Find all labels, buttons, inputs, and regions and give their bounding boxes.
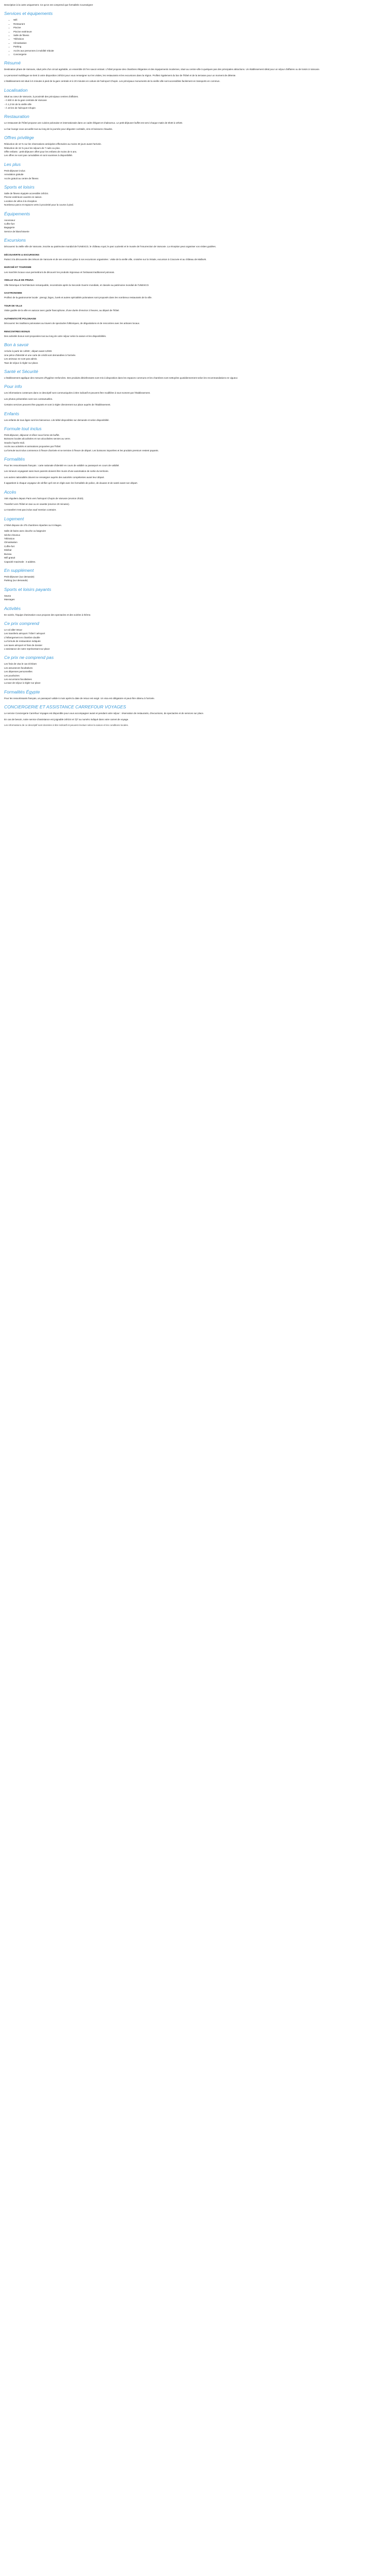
- supplement-line: Parking (sur demande): [4, 579, 28, 582]
- pour-info-title: Pour info: [4, 384, 22, 389]
- pour-info-paragraph: Les informations contenues dans ce descriptif sont communiquées à titre indicatif et peuvent être modifiées à tout moment par l'établissement.: [4, 392, 151, 395]
- compris-line: L'hébergement en chambre double: [4, 636, 40, 639]
- localisation-line: Situé au cœur de Varsovie, à proximité des principaux centres d'affaires.: [4, 95, 79, 98]
- bon-a-savoir-title: Bon à savoir: [4, 342, 29, 348]
- offres-line: Réduction de 10 % sur les réservations anticipées effectuées au moins 30 jours avant l'arrivée.: [4, 143, 102, 146]
- list-item: • Restaurant: [13, 22, 387, 26]
- prix-line: Accès gratuit au centre de fitness: [4, 177, 39, 180]
- section-text: Découvrez les traditions polonaises au travers de spectacles folkloriques, de dégustations et de rencontres avec les artisans locaux.: [4, 322, 140, 325]
- non-compris-line: Les assurances facultatives: [4, 666, 33, 669]
- formalites-paragraph: Il appartient à chaque voyageur de vérifier qu'il est en règle avec les formalités de police, de douane et de santé avant son départ.: [4, 482, 138, 485]
- list-item: • Accès aux personnes à mobilité réduite: [13, 49, 387, 53]
- prix-line: Petit-déjeuner inclus: [4, 169, 25, 172]
- section-heading: MARCHÉ ET TOURISME: [4, 266, 31, 269]
- section-text: Profitez de la gastronomie locale : pierogi, bigos, żurek et autres spécialités polonaises sont proposés dans les nombreux restaurants de la ville.: [4, 296, 152, 299]
- localisation-title: Localisation: [4, 87, 28, 93]
- localisation-line: - À 500 m de la gare centrale de Varsovie: [4, 99, 47, 102]
- logement-line: Télévision: [4, 537, 15, 540]
- intro-text: Description à la carte uniquement. Ce qu'on est comprend que formalités Counseigner: [4, 4, 93, 6]
- offres-line: Offre enfants : petit-déjeuner offert pour les enfants de moins de 6 ans.: [4, 150, 77, 153]
- compris-line: L'assistance de notre représentant sur place: [4, 647, 50, 650]
- section-text: Ville historique à l'architecture remarquable, reconstruite après la Seconde Guerre mondiale, et classée au patrimoine mondial de l'UNESCO.: [4, 283, 150, 286]
- restauration-paragraph: Le bar lounge vous accueille tout au long de la journée pour déguster cocktails, vins et boissons chaudes.: [4, 127, 113, 130]
- pour-info-paragraph: Les photos présentées sont non contractuelles.: [4, 397, 53, 400]
- bon-a-savoir-line: Les animaux ne sont pas admis.: [4, 358, 38, 361]
- bon-a-savoir-line: Arrivée à partir de 14h00 ; départ avant 12h00.: [4, 350, 53, 353]
- formalites-egypte-title: Formalités Égypte: [4, 689, 40, 694]
- non-compris-line: Les excursions facultatives: [4, 678, 32, 681]
- prix-line: Annulation gratuite: [4, 173, 24, 176]
- logement-paragraph: Capacité maximale : 3 adultes.: [4, 560, 36, 563]
- non-compris-title: Ce prix ne comprend pas: [4, 655, 54, 660]
- formule-title: Formule tout inclus: [4, 426, 42, 431]
- formule-paragraph: La formule tout inclus commence à l'heure d'arrivée et se termine à l'heure de départ. Les boissons importées et les produits premium restent payants.: [4, 449, 159, 452]
- compris-title: Ce prix comprend: [4, 620, 39, 626]
- sports-payants-line: Massages: [4, 598, 15, 601]
- equipements-line: Coffre-fort: [4, 223, 15, 225]
- section-heading: GASTRONOMIE: [4, 292, 22, 295]
- formalites-paragraph: Pour les ressortissants français : carte nationale d'identité en cours de validité ou passeport en cours de validité.: [4, 464, 120, 467]
- services-list: [4, 18, 387, 56]
- logement-line: Minibar: [4, 549, 12, 552]
- restauration-title: Restauration: [4, 114, 29, 120]
- sports-line: Location de vélos à la réception.: [4, 199, 38, 202]
- offres-line: Les offres ne sont pas cumulables et sont soumises à disponibilité.: [4, 154, 73, 157]
- resume-paragraph: Destination phare de Varsovie, situé près d'un circuit agréable, un ensemble 20 l'en savoir entrant. L'hôtel propose des chambres élégantes et des équipements modernes, situé au centre-ville à quelques pas des principales attractions. Un établissement idéal pour un séjour d'affaires ou de loisirs à Varsovie.: [4, 68, 320, 71]
- list-item: • Piscine: [13, 26, 387, 29]
- conciergerie-title: CONCIERGERIE ET ASSISTANCE CARREFOUR VOYAGES: [4, 704, 126, 710]
- activites-title: Activités: [4, 605, 21, 611]
- excursions-title: Excursions: [4, 238, 26, 243]
- formalites-paragraph: Les autres nationalités doivent se renseigner auprès des autorités compétentes avant leur départ.: [4, 476, 105, 479]
- formalites-paragraph: Les mineurs voyageant sans leurs parents doivent être munis d'une autorisation de sortie du territoire.: [4, 470, 109, 473]
- bon-a-savoir-line: Taxe de séjour à régler sur place.: [4, 361, 39, 364]
- sante-text: L'établissement applique des mesures d'hygiène renforcées. Des produits désinfectants sont mis à disposition dans les espaces communs et les chambres sont nettoyées quotidiennement selon les recommandations en vigueur.: [4, 376, 238, 379]
- section-text: Des activités bonus sont proposées tout au long de votre séjour selon la saison et les disponibilités.: [4, 334, 107, 337]
- section-heading: AUTHENTICITÉ POLONAISE: [4, 317, 37, 320]
- bon-a-savoir-line: Une pièce d'identité et une carte de crédit sont demandées à l'arrivée.: [4, 353, 76, 357]
- compris-line: Les taxes aéroport et frais de dossier: [4, 643, 43, 647]
- conciergerie-paragraph: Les informations de ce descriptif sont données à titre indicatif et peuvent évoluer selon la saison et les conditions locales.: [4, 724, 129, 727]
- logement-paragraph: L'hôtel dispose de 475 chambres réparties sur 8 étages.: [4, 523, 62, 527]
- acces-paragraph: Transfert vers l'hôtel en taxi ou en navette (environ 20 minutes).: [4, 503, 70, 506]
- formalites-egypte-text: Pour les ressortissants français, un passeport valide 6 mois après la date de retour est exigé. Un visa est obligatoire et peut être obtenu à l'arrivée.: [4, 697, 155, 700]
- equipements-title: Équipements: [4, 211, 30, 216]
- compris-line: La formule de restauration indiquée: [4, 640, 41, 643]
- section-text: Les marchés locaux vous permettront de découvrir les produits régionaux et l'artisanat traditionnel polonais.: [4, 270, 115, 274]
- list-item: • Climatisation: [13, 41, 387, 45]
- section-heading: DÉCOUVERTE & EXCURSIONS: [4, 253, 40, 256]
- compris-line: Le vol aller-retour: [4, 628, 23, 631]
- activites-text: En soirée, l'équipe d'animation vous propose des spectacles et des soirées à thème.: [4, 613, 91, 616]
- equipements-line: Bagagerie: [4, 226, 15, 229]
- section-text: Visite guidée de la ville en autocar avec guide francophone, d'une durée d'environ 3 heures, au départ de l'hôtel.: [4, 309, 120, 312]
- offres-line: Réduction de 15 % pour les séjours de 7 nuits ou plus.: [4, 146, 60, 149]
- supplement-title: En supplément: [4, 567, 34, 573]
- logement-line: Climatisation: [4, 541, 18, 544]
- logement-line: Wifi gratuit: [4, 556, 15, 560]
- localisation-line: - À 10 km de l'aéroport Chopin: [4, 106, 36, 109]
- equipements-line: Ascenseur: [4, 218, 15, 222]
- non-compris-line: Les dépenses personnelles: [4, 670, 32, 673]
- sports-line: Salle de fitness équipée accessible 24h/24.: [4, 192, 49, 195]
- list-item: • Piscine extérieure: [13, 30, 387, 33]
- non-compris-line: La taxe de séjour à régler sur place: [4, 682, 41, 685]
- compris-line: Les transferts aéroport / hôtel / aéroport: [4, 632, 45, 635]
- pour-info-paragraph: Certains services peuvent être payants et sont à régler directement sur place auprès de l'établissement.: [4, 403, 111, 406]
- list-item: • Wifi: [13, 18, 387, 22]
- resume-title: Résumé: [4, 60, 21, 66]
- logement-line: Sèche-cheveux: [4, 533, 21, 536]
- conciergerie-paragraph: Le service Conciergerie Carrefour Voyages est disponible pour vous accompagner avant et pendant votre séjour : réservation de restaurants, d'excursions, de spectacles et de services sur place.: [4, 712, 204, 715]
- excursions-paragraph: Découvrez la vieille ville de Varsovie, inscrite au patrimoine mondial de l'UNESCO, le château royal, le parc Łazienki et le musée de l'Insurrection de Varsovie. La réception peut organiser vos visites guidées.: [4, 245, 217, 248]
- logement-line: Coffre-fort: [4, 545, 15, 548]
- section-heading: RENCONTRES BONUS: [4, 330, 30, 333]
- enfants-text: Les enfants de tous âges sont les bienvenus. Lits bébé disponibles sur demande et selon disponibilité.: [4, 418, 109, 421]
- localisation-line: - À 1,2 km de la vieille ville: [4, 103, 32, 106]
- non-compris-line: Les frais de visa le cas échéant: [4, 663, 37, 666]
- equipements-line: Service de blanchisserie: [4, 230, 29, 233]
- formule-line: Accès aux activités et animations proposées par l'hôtel.: [4, 445, 61, 448]
- section-heading: TOUR DE VILLE: [4, 304, 22, 307]
- sports-line: Nombreux parcs et espaces verts à proximité pour la course à pied.: [4, 204, 74, 207]
- formule-line: Boissons locales alcoolisées et non alcoolisées servies au verre.: [4, 437, 71, 440]
- logement-title: Logement: [4, 516, 24, 521]
- sports-title: Sports et loisirs: [4, 184, 35, 190]
- sante-title: Santé et Sécurité: [4, 368, 38, 374]
- page: [0, 0, 391, 739]
- sports-line: Piscine extérieure ouverte en saison.: [4, 196, 42, 199]
- logement-line: Salle de bains avec douche ou baignoire: [4, 530, 46, 533]
- services-title: Services et équipements: [4, 11, 53, 16]
- section-text: Partez à la découverte des trésors de Varsovie et de ses environs grâce à nos excursions organisées : visite de la vieille ville, croisière sur la Vistule, excursion à Cracovie et au château de Malbork.: [4, 258, 207, 261]
- supplement-line: Petit-déjeuner (sur demande): [4, 575, 35, 578]
- non-compris-line: Les pourboires: [4, 674, 20, 677]
- formule-line: Petit-déjeuner, déjeuner et dîner sous forme de buffet.: [4, 433, 60, 436]
- sports-payants-title: Sports et loisirs payants: [4, 586, 52, 592]
- list-item: • Conciergerie: [13, 53, 387, 56]
- formule-line: Snacks l'après-midi.: [4, 441, 25, 444]
- formalites-title: Formalités: [4, 456, 25, 462]
- acces-title: Accès: [4, 489, 17, 495]
- acces-paragraph: Vols réguliers depuis Paris vers l'aéroport Chopin de Varsovie (environ 2h20).: [4, 497, 84, 500]
- logement-line: Bureau: [4, 552, 12, 555]
- list-item: • Parking: [13, 45, 387, 48]
- acces-paragraph: Le transfert n'est pas inclus sauf mention contraire.: [4, 509, 57, 512]
- list-item: • Télévision: [13, 37, 387, 41]
- sports-payants-line: Sauna: [4, 594, 11, 597]
- list-item: • Salle de fitness: [13, 33, 387, 37]
- enfants-title: Enfants: [4, 411, 20, 416]
- resume-paragraph: Le personnel multilingue se tient à votre disposition 24h/24 pour vous renseigner sur les visites, les restaurants et les excursions dans la région. Profitez également du bar de l'hôtel et de la terrasse pour un moment de détente.: [4, 74, 236, 77]
- prix-title: Les plus: [4, 161, 21, 167]
- restauration-paragraph: Le restaurant de l'hôtel propose une cuisine polonaise et internationale dans un cadre élégant et chaleureux. Le petit-déjeuner buffet est servi chaque matin de 6h30 à 10h30.: [4, 122, 183, 125]
- resume-paragraph: L'établissement est situé à 5 minutes à pied de la gare centrale et à 20 minutes en voiture de l'aéroport Chopin. Les principaux monuments de la vieille ville sont accessibles facilement en transports en commun.: [4, 80, 220, 83]
- offres-title: Offres privilège: [4, 135, 34, 141]
- section-heading: VIEILLE VILLE DE PRUNA: [4, 279, 34, 282]
- conciergerie-paragraph: En cas de besoin, notre service d'assistance est joignable 24h/24 et 7j/7 au numéro indiqué dans votre carnet de voyage.: [4, 718, 129, 721]
